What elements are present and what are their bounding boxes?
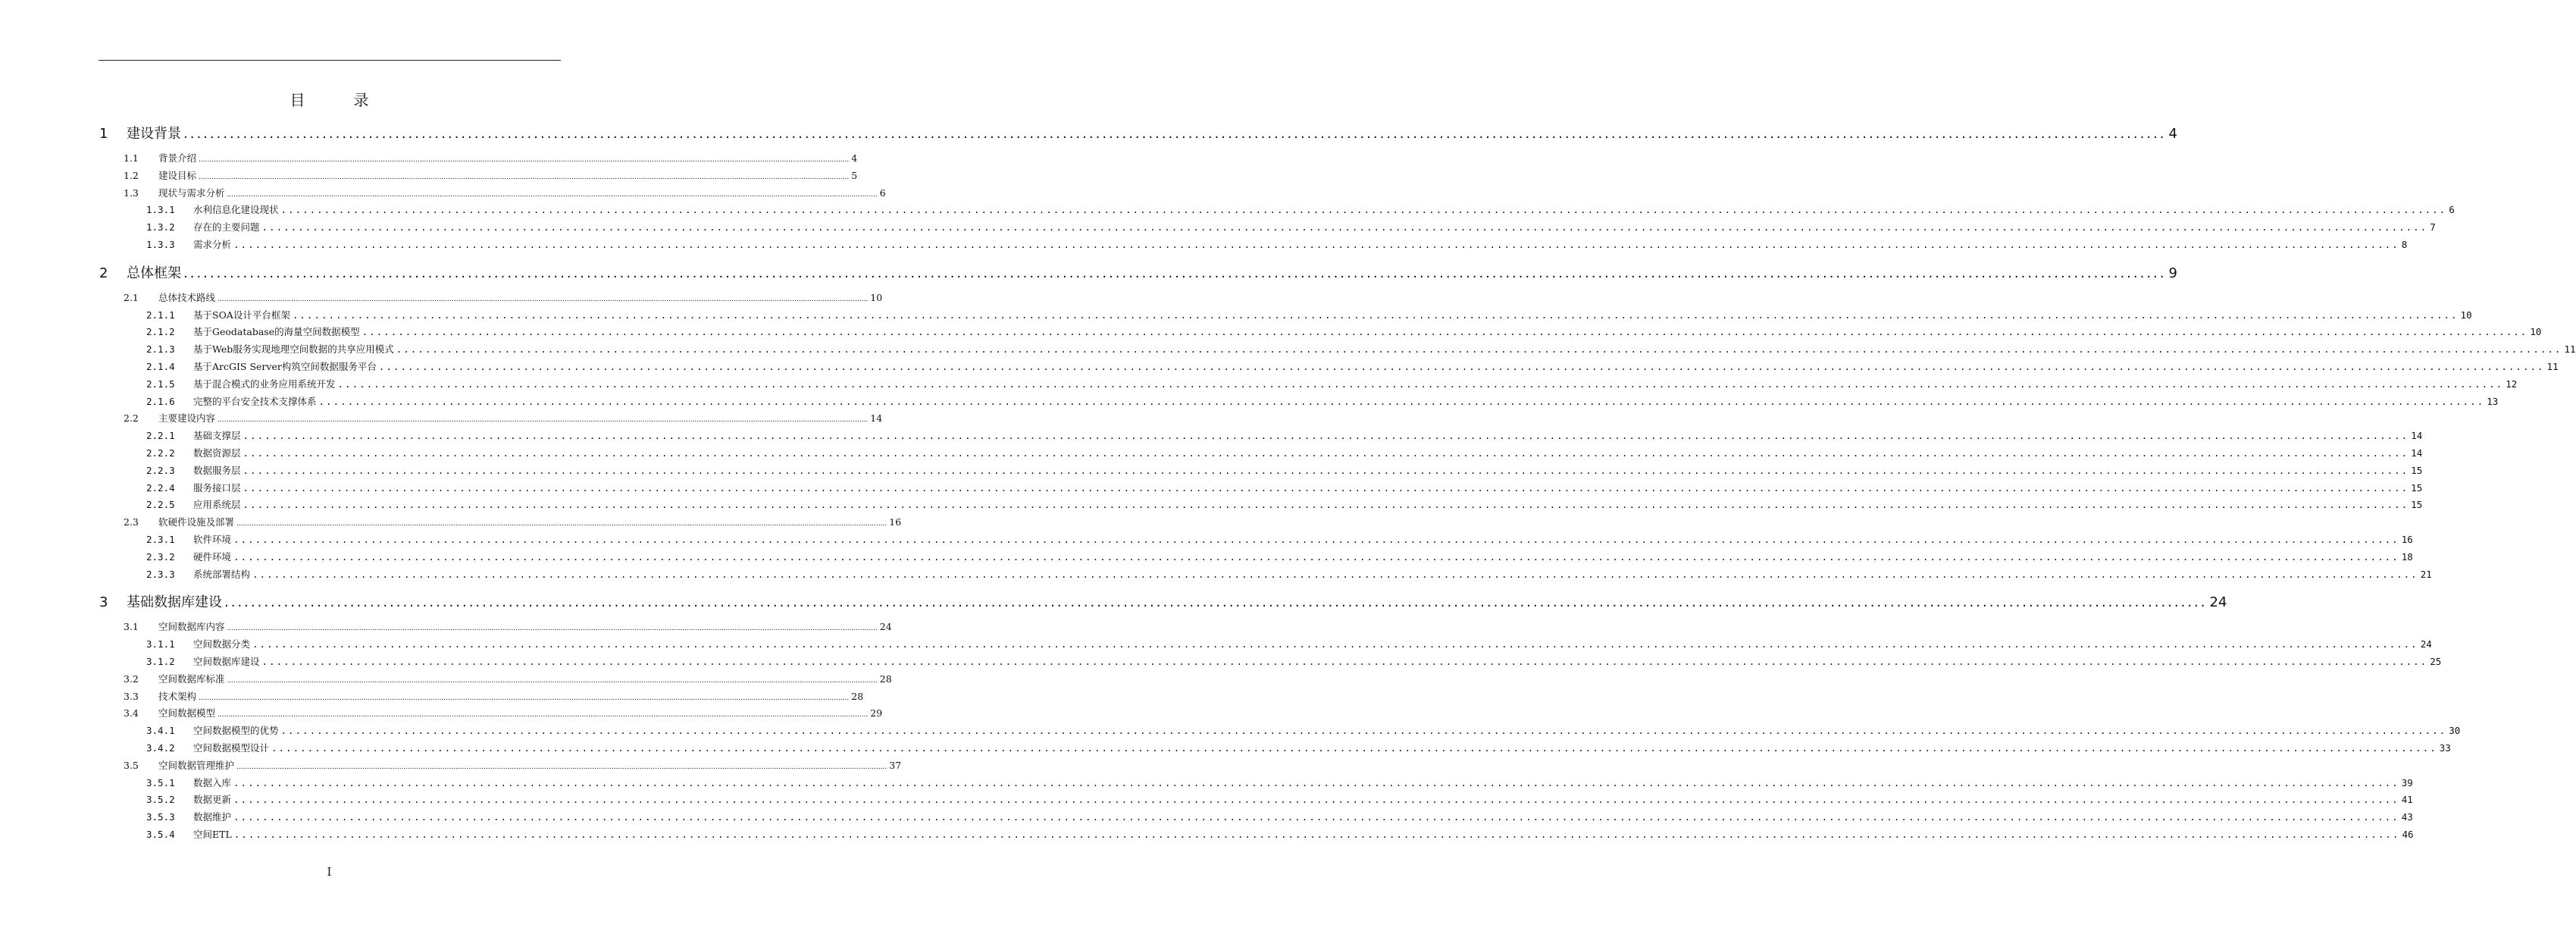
toc-entry-page: 16 xyxy=(2401,534,2413,545)
toc-dot-leader: ............................................................................................................................................................................................................................................................................................................ xyxy=(236,520,887,528)
toc-entry-number: 2.1.6 xyxy=(146,395,175,407)
toc-dot-leader: ............................................................................................................................................................................................................................................................................................................ xyxy=(224,594,2208,611)
toc-entry-page: 15 xyxy=(2411,481,2423,494)
toc-entry-page: 11 xyxy=(2564,343,2576,356)
toc-dot-leader: ............................................................................................................................................................................................................................................................................................................ xyxy=(218,295,869,303)
toc-entry-number: 3.1 xyxy=(124,621,139,633)
toc-entry[interactable] xyxy=(124,290,883,304)
toc-entry-page: 46 xyxy=(2402,829,2414,840)
toc-entry-number: 2.2.4 xyxy=(146,481,175,494)
toc-dot-leader: ............................................................................................................................................................................................................................................................................................................ xyxy=(252,568,2418,580)
toc-dot-leader: ............................................................................................................................................................................................................................................................................................................ xyxy=(280,204,2447,216)
toc-entry[interactable] xyxy=(146,723,2461,737)
toc-dot-leader: ............................................................................................................................................................................................................................................................................................................ xyxy=(233,550,2399,563)
toc-entry-number: 2.2.5 xyxy=(146,499,175,511)
toc-entry-page: 13 xyxy=(2487,395,2499,407)
toc-entry-page: 6 xyxy=(879,187,886,199)
toc-entry[interactable] xyxy=(146,637,2432,650)
toc-entry[interactable] xyxy=(146,532,2413,546)
toc-entry[interactable] xyxy=(146,446,2423,459)
toc-entry-page: 4 xyxy=(851,152,858,164)
toc-dot-leader: ............................................................................................................................................................................................................................................................................................................ xyxy=(218,711,869,719)
toc-entry-title: 服务接口层 xyxy=(193,481,241,494)
toc-entry-number: 2.1.1 xyxy=(146,309,175,321)
toc-entry-page: 28 xyxy=(851,690,864,702)
toc-dot-leader: ............................................................................................................................................................................................................................................................................................................ xyxy=(243,430,2409,442)
toc-entry-title: 完整的平台安全技术支撑体系 xyxy=(193,395,317,407)
toc-dot-leader: ............................................................................................................................................................................................................................................................................................................ xyxy=(243,464,2409,476)
toc-entry-title: 空间数据库建设 xyxy=(193,656,260,667)
toc-entry-page: 37 xyxy=(889,759,902,771)
toc-entry-title: 硬件环境 xyxy=(193,550,232,563)
toc-dot-leader: ............................................................................................................................................................................................................................................................................................................ xyxy=(227,190,878,199)
toc-dot-leader: ............................................................................................................................................................................................................................................................................................................ xyxy=(318,395,2485,407)
toc-entry-title: 空间ETL xyxy=(193,829,232,840)
toc-entry[interactable] xyxy=(146,497,2423,511)
toc-entry-page: 29 xyxy=(870,707,883,719)
toc-entry-title: 基于SOA设计平台框架 xyxy=(193,309,290,321)
toc-entry-number: 1.3.1 xyxy=(146,204,175,216)
toc-entry-number: 3.5.1 xyxy=(146,776,175,788)
toc-entry[interactable] xyxy=(99,123,2177,142)
toc-entry-number: 1.3.3 xyxy=(146,239,175,250)
toc-dot-leader: ............................................................................................................................................................................................................................................................................................................ xyxy=(280,725,2447,737)
toc-entry-title: 总体框架 xyxy=(127,265,181,281)
toc-dot-leader: ............................................................................................................................................................................................................................................................................................................ xyxy=(292,309,2459,321)
toc-entry-page: 11 xyxy=(2546,361,2559,372)
toc-entry-number: 1 xyxy=(99,126,108,142)
toc-entry-number: 3.5 xyxy=(124,759,139,771)
toc-entry-page: 5 xyxy=(851,169,858,181)
toc-entry-number: 2.3.1 xyxy=(146,534,175,545)
toc-dot-leader: ............................................................................................................................................................................................................................................................................................................ xyxy=(183,126,2167,142)
toc-entry[interactable] xyxy=(146,359,2559,373)
toc-entry-page: 7 xyxy=(2430,221,2436,234)
toc-dot-leader: ............................................................................................................................................................................................................................................................................................................ xyxy=(252,638,2418,650)
toc-dot-leader: ............................................................................................................................................................................................................................................................................................................ xyxy=(233,794,2399,806)
toc-entry-title: 基础数据库建设 xyxy=(127,594,222,611)
toc-entry-page: 9 xyxy=(2168,265,2177,281)
toc-entry-page: 43 xyxy=(2401,811,2413,823)
toc-entry[interactable] xyxy=(124,758,902,772)
toc-entry-title: 空间数据分类 xyxy=(193,638,251,650)
toc-entry-title: 空间数据模型设计 xyxy=(193,742,270,754)
toc-entry-page: 33 xyxy=(2439,742,2451,754)
toc-entry-page: 10 xyxy=(2530,326,2542,338)
toc-entry-number: 2.1.4 xyxy=(146,361,175,372)
toc-dot-leader: ............................................................................................................................................................................................................................................................................................................ xyxy=(199,694,850,702)
toc-entry[interactable] xyxy=(146,324,2542,338)
toc-entry-title: 系统部署结构 xyxy=(193,568,251,580)
toc-entry-title: 背景介绍 xyxy=(158,152,197,164)
toc-dot-leader: ............................................................................................................................................................................................................................................................................................................ xyxy=(243,499,2409,511)
toc-entry-number: 2.2.1 xyxy=(146,430,175,442)
toc-entry-title: 软硬件设施及部署 xyxy=(158,516,235,528)
toc-entry[interactable] xyxy=(99,591,2227,611)
toc-entry-title: 应用系统层 xyxy=(193,499,241,511)
toc-dot-leader: ............................................................................................................................................................................................................................................................................................................ xyxy=(233,776,2399,788)
toc-entry[interactable] xyxy=(146,308,2472,321)
toc-entry-number: 1.3 xyxy=(124,187,139,199)
toc-entry-page: 14 xyxy=(2411,447,2423,459)
toc-dot-leader: ............................................................................................................................................................................................................................................................................................................ xyxy=(183,265,2167,281)
toc-entry-title: 建设背景 xyxy=(127,126,181,142)
toc-entry-title: 数据维护 xyxy=(193,811,232,823)
toc-entry-number: 1.3.2 xyxy=(146,221,175,234)
toc-entry-page: 21 xyxy=(2420,568,2432,580)
toc-entry-page: 24 xyxy=(2420,638,2432,650)
toc-entry-page: 18 xyxy=(2401,550,2413,563)
toc-entry-title: 存在的主要问题 xyxy=(193,221,260,234)
toc-entry-title: 空间数据库标准 xyxy=(158,672,225,685)
toc-entry-number: 3.5.2 xyxy=(146,794,175,806)
toc-entry-number: 2.2 xyxy=(124,412,139,425)
toc-entry-page: 41 xyxy=(2401,794,2413,806)
toc-entry-number: 2.1.3 xyxy=(146,343,175,356)
toc-entry-number: 1.2 xyxy=(124,169,139,181)
toc-entry-title: 数据资源层 xyxy=(193,447,241,459)
toc-entry-page: 25 xyxy=(2430,656,2442,667)
toc-dot-leader: ............................................................................................................................................................................................................................................................................................................ xyxy=(271,742,2437,754)
toc-dot-leader: ............................................................................................................................................................................................................................................................................................................ xyxy=(362,326,2528,338)
toc-entry-page: 10 xyxy=(2460,309,2472,321)
toc-entry[interactable] xyxy=(146,428,2423,442)
toc-entry-number: 3.4.1 xyxy=(146,725,175,737)
toc-entry[interactable] xyxy=(146,481,2423,494)
toc-entry[interactable] xyxy=(124,151,858,165)
toc-entry-number: 3.3 xyxy=(124,690,139,702)
toc-dot-leader: ............................................................................................................................................................................................................................................................................................................ xyxy=(261,221,2428,234)
toc-entry-title: 基于ArcGIS Server构筑空间数据服务平台 xyxy=(193,361,377,372)
toc-entry-title: 现状与需求分析 xyxy=(158,187,225,199)
toc-entry-number: 2.2.3 xyxy=(146,464,175,476)
toc-entry[interactable] xyxy=(146,741,2451,754)
toc-entry[interactable] xyxy=(124,186,886,199)
toc-entry-title: 需求分析 xyxy=(193,239,232,250)
toc-entry-number: 3.4.2 xyxy=(146,742,175,754)
toc-entry-title: 空间数据模型的优势 xyxy=(193,725,279,737)
toc-entry-page: 12 xyxy=(2506,378,2518,390)
page-number: I xyxy=(327,865,332,879)
toc-entry-number: 3.5.4 xyxy=(146,829,175,840)
toc-entry[interactable] xyxy=(146,377,2518,390)
toc-entry-number: 3.4 xyxy=(124,707,139,719)
toc-entry-title: 数据服务层 xyxy=(193,464,241,476)
toc-entry[interactable] xyxy=(146,342,2576,356)
toc-entry[interactable] xyxy=(124,672,892,685)
toc-entry-page: 16 xyxy=(889,516,902,528)
toc-entry[interactable] xyxy=(146,202,2455,216)
toc-entry-page: 10 xyxy=(870,291,883,303)
toc-entry-title: 基于混合模式的业务应用系统开发 xyxy=(193,378,336,390)
toc-dot-leader: ............................................................................................................................................................................................................................................................................................................ xyxy=(243,447,2409,459)
toc-entry[interactable] xyxy=(124,689,864,703)
toc-entry[interactable] xyxy=(146,567,2432,581)
toc-entry-title: 水利信息化建设现状 xyxy=(193,204,279,216)
toc-entry-number: 2 xyxy=(99,265,108,281)
toc-entry[interactable] xyxy=(124,168,858,182)
toc-dot-leader: ............................................................................................................................................................................................................................................................................................................ xyxy=(233,239,2399,250)
toc-entry-page: 28 xyxy=(879,672,892,685)
toc-dot-leader: ............................................................................................................................................................................................................................................................................................................ xyxy=(396,343,2562,356)
toc-entry[interactable] xyxy=(146,463,2423,477)
toc-entry[interactable] xyxy=(146,550,2413,563)
toc-entry-number: 3.2 xyxy=(124,672,139,685)
toc-entry[interactable] xyxy=(124,411,883,425)
toc-dot-leader: ............................................................................................................................................................................................................................................................................................................ xyxy=(233,829,2400,840)
toc-entry[interactable] xyxy=(146,810,2413,823)
toc-entry-number: 1.1 xyxy=(124,152,139,164)
toc-entry[interactable] xyxy=(146,394,2499,408)
toc-entry-page: 4 xyxy=(2168,126,2177,142)
toc-entry-number: 3.1.1 xyxy=(146,638,175,650)
toc-entry[interactable] xyxy=(124,619,892,633)
toc-entry-title: 空间数据模型 xyxy=(158,707,216,719)
toc-entry-page: 15 xyxy=(2411,464,2423,476)
toc-dot-leader: ............................................................................................................................................................................................................................................................................................................ xyxy=(378,361,2545,372)
toc-dot-leader: ............................................................................................................................................................................................................................................................................................................ xyxy=(261,656,2428,667)
toc-entry-page: 24 xyxy=(879,621,892,633)
toc-dot-leader: ............................................................................................................................................................................................................................................................................................................ xyxy=(218,416,869,425)
toc-dot-leader: ............................................................................................................................................................................................................................................................................................................ xyxy=(199,156,850,164)
toc-dot-leader: ............................................................................................................................................................................................................................................................................................................ xyxy=(337,378,2504,390)
toc-entry-title: 空间数据库内容 xyxy=(158,621,225,633)
toc-dot-leader: ............................................................................................................................................................................................................................................................................................................ xyxy=(227,676,878,685)
toc-entry[interactable] xyxy=(146,827,2414,841)
toc-entry-page: 39 xyxy=(2401,776,2413,788)
toc-dot-leader: ............................................................................................................................................................................................................................................................................................................ xyxy=(243,481,2409,494)
toc-entry[interactable] xyxy=(146,654,2442,668)
toc-entry-title: 总体技术路线 xyxy=(158,291,216,303)
toc-entry-number: 2.3 xyxy=(124,516,139,528)
toc-entry-number: 3.5.3 xyxy=(146,811,175,823)
toc-entry-title: 数据更新 xyxy=(193,794,232,806)
toc-entry-title: 主要建设内容 xyxy=(158,412,216,425)
toc-entry[interactable] xyxy=(146,237,2408,251)
toc-entry-title: 数据入库 xyxy=(193,776,232,788)
toc-entry-page: 15 xyxy=(2411,499,2423,511)
toc-entry[interactable] xyxy=(146,220,2436,234)
toc-entry-number: 2.3.3 xyxy=(146,568,175,580)
toc-entry-number: 3.1.2 xyxy=(146,656,175,667)
toc-dot-leader: ............................................................................................................................................................................................................................................................................................................ xyxy=(233,534,2399,545)
toc-entry-title: 技术架构 xyxy=(158,690,197,702)
toc-entry-page: 14 xyxy=(2411,430,2423,442)
toc-entry[interactable] xyxy=(124,706,883,719)
toc-entry-title: 基于Web服务实现地理空间数据的共享应用模式 xyxy=(193,343,394,356)
toc-entry-title: 空间数据管理维护 xyxy=(158,759,235,771)
toc-entry-number: 2.1 xyxy=(124,291,139,303)
toc-entry-title: 建设目标 xyxy=(158,169,197,181)
toc-entry-number: 2.1.5 xyxy=(146,378,175,390)
toc-entry-number: 2.2.2 xyxy=(146,447,175,459)
toc-dot-leader: ............................................................................................................................................................................................................................................................................................................ xyxy=(227,625,878,633)
toc-title: 目 录 xyxy=(290,91,386,109)
toc-entry[interactable] xyxy=(124,515,902,528)
toc-entry-number: 2.3.2 xyxy=(146,550,175,563)
toc-entry-page: 6 xyxy=(2449,204,2455,216)
toc-entry-title: 基于Geodatabase的海量空间数据模型 xyxy=(193,326,360,338)
toc-entry-number: 2.1.2 xyxy=(146,326,175,338)
toc-dot-leader: ............................................................................................................................................................................................................................................................................................................ xyxy=(233,811,2399,823)
toc-entry[interactable] xyxy=(99,262,2177,281)
toc-entry-title: 基础支撑层 xyxy=(193,430,241,442)
toc-entry-page: 8 xyxy=(2401,239,2408,250)
toc-entry[interactable] xyxy=(146,792,2413,806)
toc-entry[interactable] xyxy=(146,776,2413,789)
toc-entry-title: 软件环境 xyxy=(193,534,232,545)
toc-entry-number: 3 xyxy=(99,594,108,611)
toc-dot-leader: ............................................................................................................................................................................................................................................................................................................ xyxy=(236,763,887,771)
toc-entry-page: 30 xyxy=(2449,725,2461,737)
toc-entry-page: 14 xyxy=(870,412,883,425)
toc-dot-leader: ............................................................................................................................................................................................................................................................................................................ xyxy=(199,173,850,181)
toc-entry-page: 24 xyxy=(2209,594,2227,611)
